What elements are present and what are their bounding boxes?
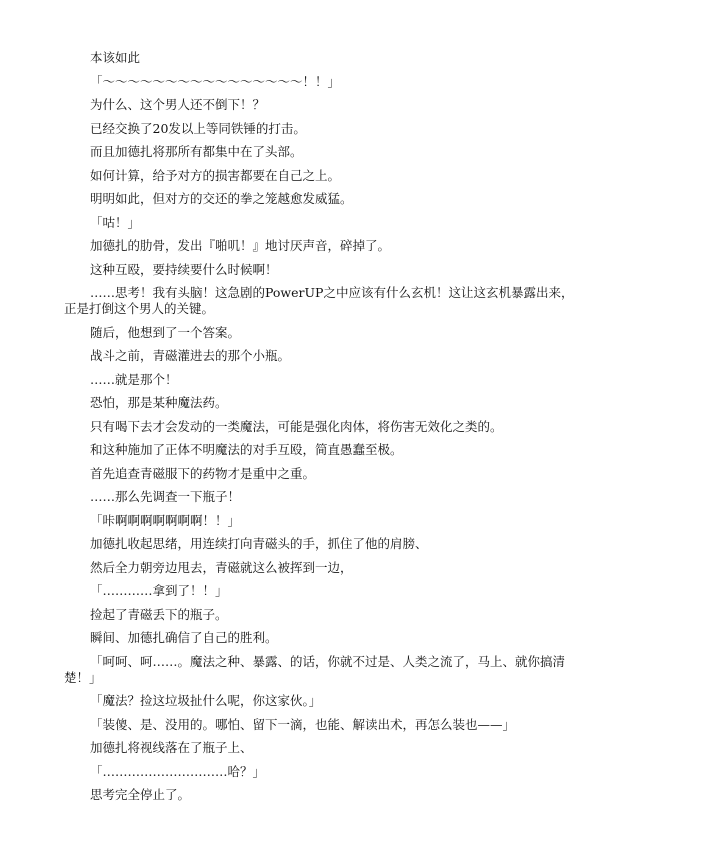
document-body: [64, 50, 584, 811]
paragraph: 「咕！」: [90, 214, 141, 230]
paragraph: 捡起了青磁丢下的瓶子。: [90, 606, 228, 622]
paragraph: 和这种施加了正体不明魔法的对手互殴，简直愚蠢至极。: [90, 442, 403, 457]
paragraph: 如何计算，给予对方的损害都要在自己之上。: [90, 167, 341, 183]
paragraph: 恐怕，那是某种魔法药。: [90, 395, 228, 410]
paragraph: 战斗之前，青磁灌进去的那个小瓶。: [90, 348, 291, 363]
paragraph: 加德扎的肋骨，发出『啪叽！』地讨厌声音，碎掉了。: [90, 238, 391, 253]
paragraph: 「…………………………哈？」: [90, 763, 266, 779]
paragraph: 瞬间、加德扎确信了自己的胜利。: [90, 630, 278, 645]
paragraph: 「魔法？捡这垃圾扯什么呢，你这家伙。」: [90, 693, 322, 708]
paragraph: 首先追查青磁服下的药物才是重中之重。: [90, 465, 316, 481]
paragraph: 「～～～～～～～～～～～～～～～～！！」: [90, 73, 341, 89]
paragraph: 已经交换了20发以上等同铁锤的打击。: [90, 120, 306, 136]
paragraph: ……思考！我有头脑！这急剧的PowerUP之中应该有什么玄机！这让这玄机暴露出来，正是打倒这个男人的关键。: [64, 285, 574, 316]
paragraph: ……就是那个！: [90, 371, 178, 387]
paragraph: 为什么、这个男人还不倒下！？: [90, 97, 266, 112]
paragraph: 加德扎将视线落在了瓶子上、: [90, 740, 253, 755]
paragraph: 而且加德扎将那所有都集中在了头部。: [90, 144, 303, 159]
paragraph: 明明如此，但对方的交还的拳之笼越愈发威猛。: [90, 191, 353, 206]
paragraph: ……那么先调查一下瓶子！: [90, 489, 241, 504]
paragraph: 只有喝下去才会发动的一类魔法，可能是强化肉体，将伤害无效化之类的。: [90, 418, 503, 434]
paragraph: 随后，他想到了一个答案。: [90, 324, 241, 340]
paragraph: 本该如此: [90, 50, 141, 65]
paragraph: 加德扎收起思绪，用连续打向青磁头的手，抓住了他的肩膀、: [90, 536, 428, 551]
paragraph: 然后全力朝旁边甩去，青磁就这么被挥到一边，: [90, 559, 353, 575]
paragraph: 思考完全停止了。: [90, 787, 191, 802]
paragraph: 「…………拿到了！！」: [90, 583, 228, 598]
paragraph: 「装傻、是、没用的。哪怕、留下一滴，也能、解读出术，再怎么装也——」: [90, 716, 516, 732]
paragraph: 这种互殴，要持续要什么时候啊！: [90, 261, 278, 277]
paragraph: 「咔啊啊啊啊啊啊啊！！」: [90, 512, 241, 528]
paragraph: 「呵呵、呵……。魔法之种、暴露、的话，你就不过是、人类之流了，马上、就你搞清楚！」: [64, 653, 566, 685]
